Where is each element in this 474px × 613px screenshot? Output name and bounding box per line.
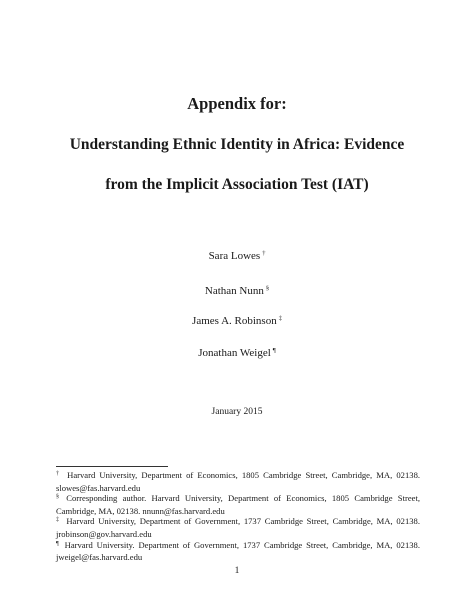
footnote-text: Harvard University, Department of Government, 1737 Cambridge Street, Cambridge, MA, 02138. jrobinson@gov.harvard.edu xyxy=(56,516,420,539)
footnote-divider xyxy=(56,466,168,467)
author-name: Nathan Nunn xyxy=(204,285,264,297)
footnote-text: Harvard University. Department of Government, 1737 Cambridge Street, Cambridge, MA, 02138. jweigel@fas.harvard.edu xyxy=(56,539,420,563)
footnote-4 xyxy=(56,540,420,563)
paper-title-line-2: from the Implicit Association Test (IAT) xyxy=(105,176,369,193)
footnote-mark: ‡ xyxy=(56,517,61,524)
appendix-heading: Appendix for: xyxy=(187,94,287,113)
footnote-3 xyxy=(56,516,420,539)
footnote-mark: ¶ xyxy=(56,540,59,547)
footnote-text: Corresponding author. Harvard University, Department of Economics, 1805 Cambridge Street, Cambridge, MA, 02138. nnunn@fas.harvard.edu xyxy=(56,493,420,516)
author-nathan-nunn xyxy=(0,285,474,297)
footnotes xyxy=(56,470,420,563)
footnote-1 xyxy=(56,470,420,493)
author-footnote-mark: ¶ xyxy=(272,347,276,354)
paper-title-line-1: Understanding Ethnic Identity in Africa: Evidence xyxy=(69,136,405,153)
author-name: James A. Robinson xyxy=(192,315,277,327)
author-name: Sara Lowes xyxy=(208,250,261,262)
author-james-robinson xyxy=(0,315,474,327)
footnote-2 xyxy=(56,493,420,516)
footnote-text: Harvard University, Department of Economics, 1805 Cambridge Street, Cambridge, MA, 02138. slowes@fas.harvard.edu xyxy=(56,470,421,493)
author-footnote-mark: † xyxy=(262,250,266,257)
author-jonathan-weigel xyxy=(0,347,474,359)
author-sara-lowes xyxy=(0,250,474,262)
author-footnote-mark: § xyxy=(265,285,270,292)
publication-date: January 2015 xyxy=(211,407,263,417)
author-footnote-mark: ‡ xyxy=(278,315,282,322)
author-name: Jonathan Weigel xyxy=(198,347,271,359)
footnote-mark: † xyxy=(56,471,61,477)
footnote-mark: § xyxy=(56,494,59,501)
page-number: 1 xyxy=(234,566,240,576)
